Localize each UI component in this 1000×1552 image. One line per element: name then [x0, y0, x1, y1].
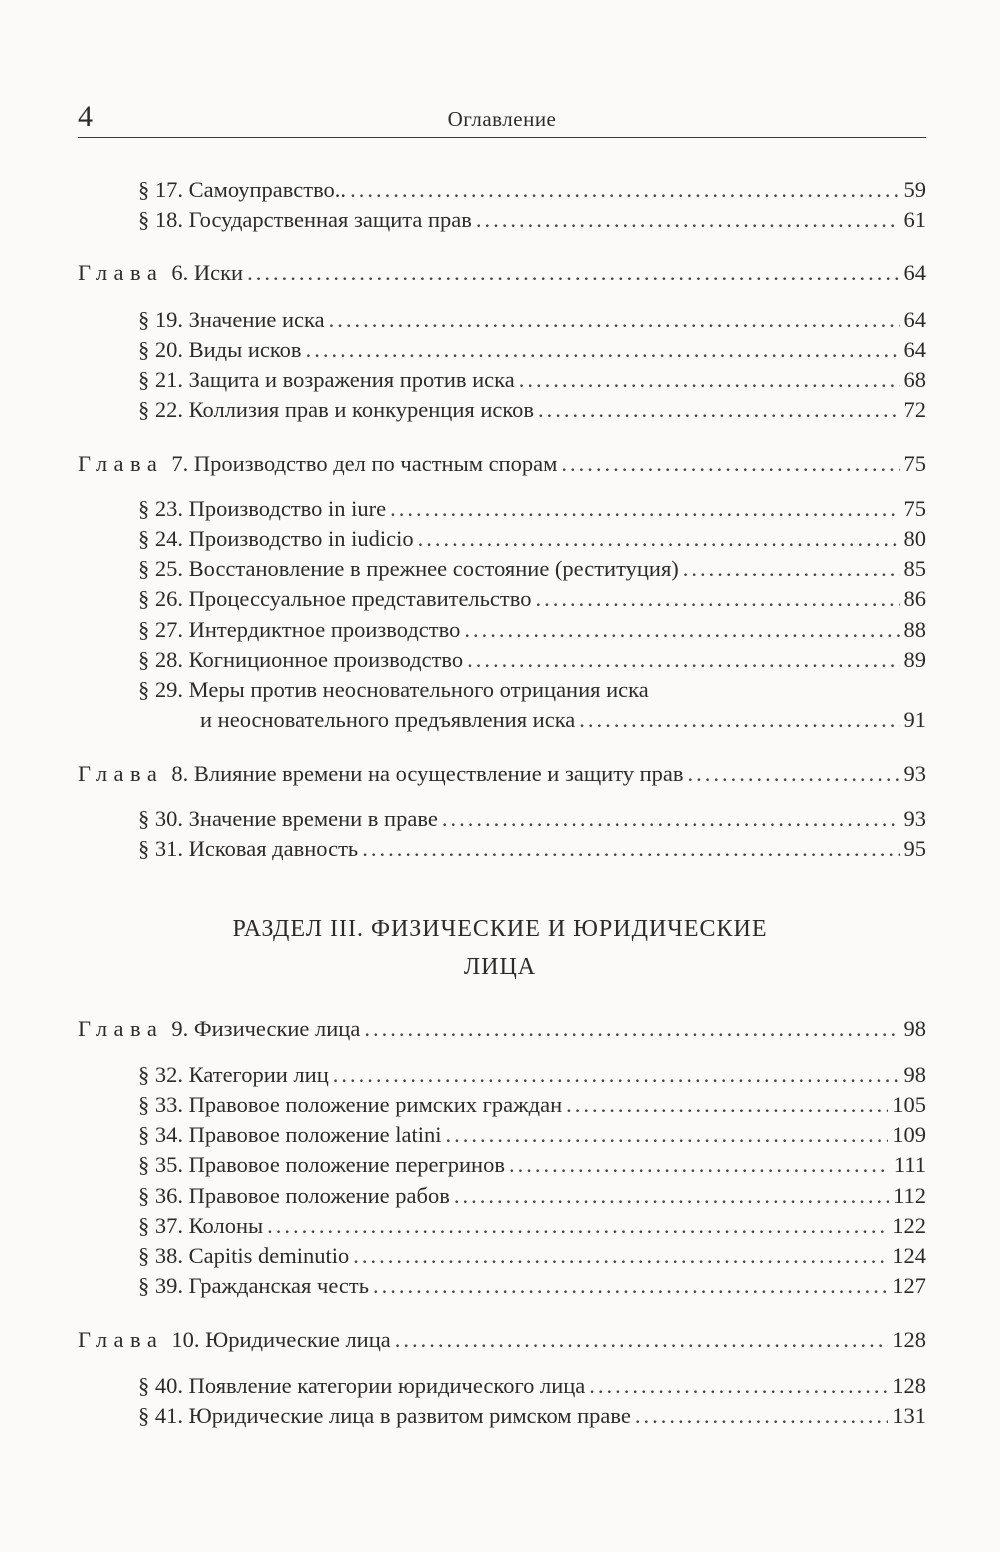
toc-section: § 32. Категории лиц ..... 98 — [138, 1060, 926, 1090]
toc-section: § 19. Значение иска ..... 64 — [138, 305, 926, 335]
toc-section: § 25. Восстановление в прежнее состояние (реституция) ..... 85 — [138, 554, 926, 584]
part-heading-line1: РАЗДЕЛ III. ФИЗИЧЕСКИЕ И ЮРИДИЧЕСКИЕ — [232, 916, 768, 942]
toc-section: § 41. Юридические лица в развитом римском праве ..... 131 — [138, 1401, 926, 1431]
toc-section: § 40. Появление категории юридического лица ..... 128 — [138, 1371, 926, 1401]
part-heading-line2: ЛИЦА — [463, 954, 537, 980]
toc-section: § 17. Самоуправство.. ..... 59 — [138, 175, 926, 205]
toc-section: § 35. Правовое положение перегринов ..... 111 — [138, 1150, 926, 1180]
toc-section: § 33. Правовое положение римских граждан ..... 105 — [138, 1090, 926, 1120]
toc-section: § 22. Коллизия прав и конкуренция исков ..... 72 — [138, 395, 926, 425]
toc-section: § 26. Процессуальное представительство ..... 86 — [138, 584, 926, 614]
toc-section: § 37. Колоны ..... 122 — [138, 1211, 926, 1241]
page-number: 4 — [78, 100, 93, 133]
toc-section: § 24. Производство in iudicio ..... 80 — [138, 524, 926, 554]
running-title: Оглавление — [447, 107, 557, 131]
page-header — [78, 96, 926, 136]
toc-chapter: Глава 8. Влияние времени на осуществление и защиту прав ..... 93 — [78, 759, 926, 789]
toc-chapter: Глава 10. Юридические лица ..... 128 — [78, 1325, 926, 1355]
toc-section: § 28. Когниционное производство ..... 89 — [138, 645, 926, 675]
toc-section-first-line: § 29. Меры против неосновательного отрицания иска — [138, 677, 649, 702]
toc-section: § 38. Capitis deminutio ..... 124 — [138, 1241, 926, 1271]
toc-section: § 39. Гражданская честь ..... 127 — [138, 1271, 926, 1301]
toc-chapter: Глава 6. Иски ..... 64 — [78, 258, 926, 288]
toc-section: § 36. Правовое положение рабов ..... 112 — [138, 1181, 926, 1211]
toc-section: § 18. Государственная защита прав ..... 61 — [138, 205, 926, 235]
toc-section: § 23. Производство in iure ..... 75 — [138, 494, 926, 524]
toc-section: § 30. Значение времени в праве ..... 93 — [138, 804, 926, 834]
toc-section: § 27. Интердиктное производство ..... 88 — [138, 615, 926, 645]
toc-section: § 20. Виды исков ..... 64 — [138, 335, 926, 365]
toc-section: § 31. Исковая давность ..... 95 — [138, 834, 926, 864]
toc-chapter: Глава 7. Производство дел по частным спорам ..... 75 — [78, 449, 926, 479]
header-rule — [78, 137, 926, 138]
toc-chapter: Глава 9. Физические лица ..... 98 — [78, 1014, 926, 1044]
toc-section: § 34. Правовое положение latini ..... 109 — [138, 1120, 926, 1150]
toc-section: и неосновательного предъявления иска ..... 91 — [200, 705, 926, 735]
toc-section: § 21. Защита и возражения против иска ..... 68 — [138, 365, 926, 395]
